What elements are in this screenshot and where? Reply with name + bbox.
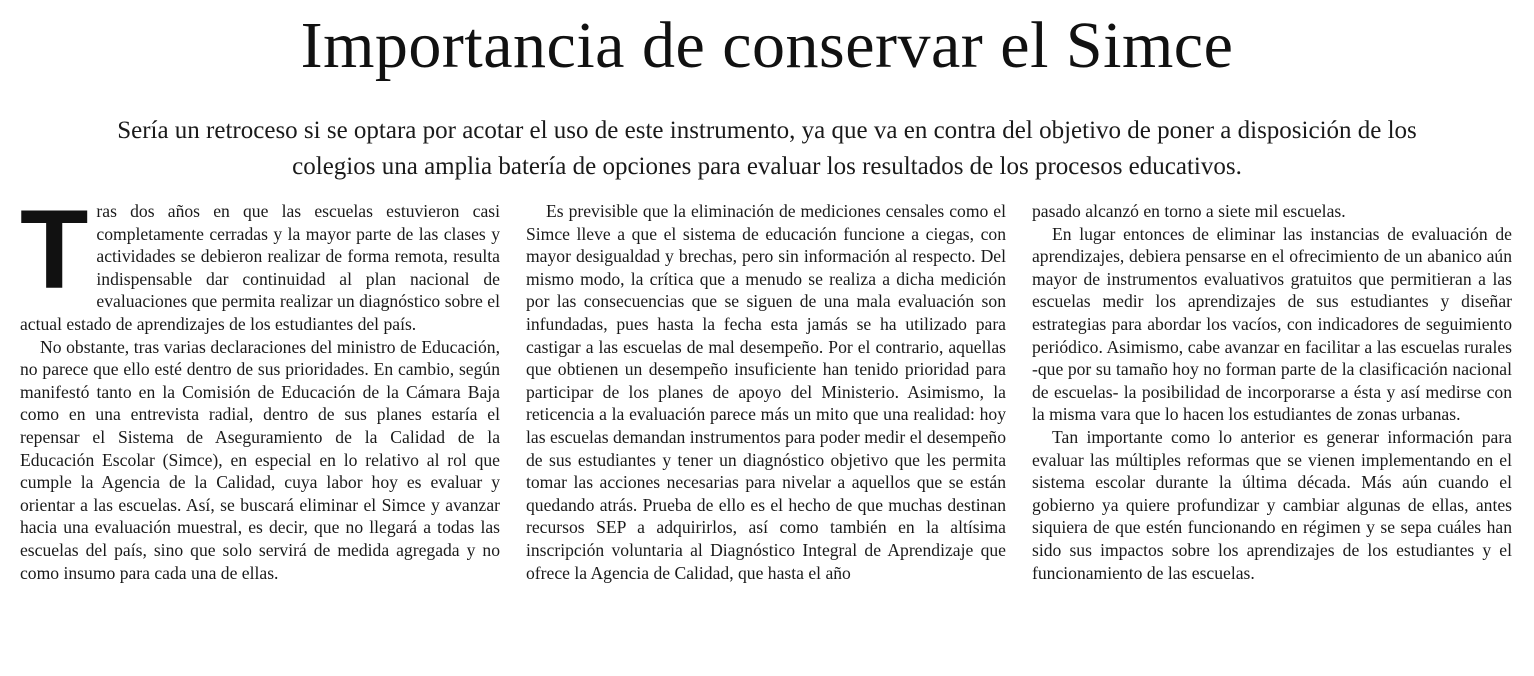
article-column-3 — [1032, 200, 1512, 666]
headline: Importancia de conservar el Simce — [300, 9, 1234, 82]
paragraph: En lugar entonces de eliminar las instancias de evaluación de aprendizajes, debiera pensarse en el ofrecimiento de un abanico aún mayor de instrumentos evaluativos gratuitos que permitieran a las escuelas medir los aprendizajes de sus estudiantes y diseñar estrategias para abordar los vacíos, con indicadores de seguimiento periódico. Asimismo, cabe avanzar en facilitar a las escuelas rurales -que por su tamaño hoy no forman parte de la clasificación nacional de escuelas- la posibilidad de incorporarse a ésta y así medirse con la misma vara que lo hacen los estudiantes de zonas urbanas. — [1032, 223, 1512, 425]
paragraph: ras dos años en que las escuelas estuvieron casi completamente cerradas y la mayor parte de las clases y actividades se debieron realizar de forma remota, resulta indispensable dar continuidad al plan nacional de evaluaciones que permita realizar un diagnóstico sobre el actual estado de aprendizajes de los estudiantes del país. — [20, 201, 500, 334]
article-column-2 — [526, 200, 1006, 666]
subheadline: Sería un retroceso si se optara por acotar el uso de este instrumento, ya que va en contra del objetivo de poner a disposición de los colegios una amplia batería de opciones para evaluar los resultados de los procesos educativos. — [117, 117, 1417, 180]
article-column-1 — [20, 200, 500, 666]
drop-cap: T — [20, 200, 89, 312]
paragraph: Tan importante como lo anterior es generar información para evaluar las múltiples reformas que se vienen implementando en el sistema escolar durante la última década. Más aún cuando el gobierno ya quiere profundizar y cambiar algunas de ellas, antes siquiera de que estén funcionando en régimen y se sepa cuáles han sido sus impactos sobre los aprendizajes de los estudiantes y el funcionamiento de las escuelas. — [1032, 426, 1512, 583]
article-body — [20, 200, 1514, 666]
paragraph: No obstante, tras varias declaraciones del ministro de Educación, no parece que ello esté dentro de sus prioridades. En cambio, según manifestó tanto en la Comisión de Educación de la Cámara Baja como en una entrevista radial, dentro de sus planes estaría el repensar el Sistema de Aseguramiento de la Calidad de la Educación Escolar (Simce), en especial en lo relativo al rol que cumple la Agencia de la Calidad, cuya labor hoy es evaluar y orientar a las escuelas. Así, se buscará eliminar el Simce y avanzar hacia una evaluación muestral, es decir, que no llegará a todas las escuelas del país, sino que solo servirá de medida agregada y no como insumo para cada una de ellas. — [20, 336, 500, 583]
paragraph: pasado alcanzó en torno a siete mil escuelas. — [1032, 201, 1346, 221]
paragraph: Es previsible que la eliminación de mediciones censales como el Simce lleve a que el sistema de educación funcione a ciegas, con mayor desigualdad y brechas, pero sin información al respecto. Del mismo modo, la crítica que a menudo se realiza a dicha medición por las consecuencias que se siguen de una mala evaluación son infundadas, pues hasta la fecha esta jamás se ha utilizado para castigar a las escuelas de mal desempeño. Por el contrario, aquellas que obtienen un desempeño insuficiente han tenido prioridad para participar de los planes de apoyo del Ministerio. Asimismo, la reticencia a la evaluación parece más un mito que una realidad: hoy las escuelas demandan instrumentos para poder medir el desempeño de sus estudiantes y tener un diagnóstico objetivo que les permita tomar las acciones necesarias para nivelar a aquellos que se están quedando atrás. Prueba de ello es el hecho de que muchas destinan recursos SEP a adquirirlos, así como también en la altísima inscripción voluntaria al Diagnóstico Integral de Aprendizaje que ofrece la Agencia de Calidad, que hasta el año — [526, 201, 1006, 583]
